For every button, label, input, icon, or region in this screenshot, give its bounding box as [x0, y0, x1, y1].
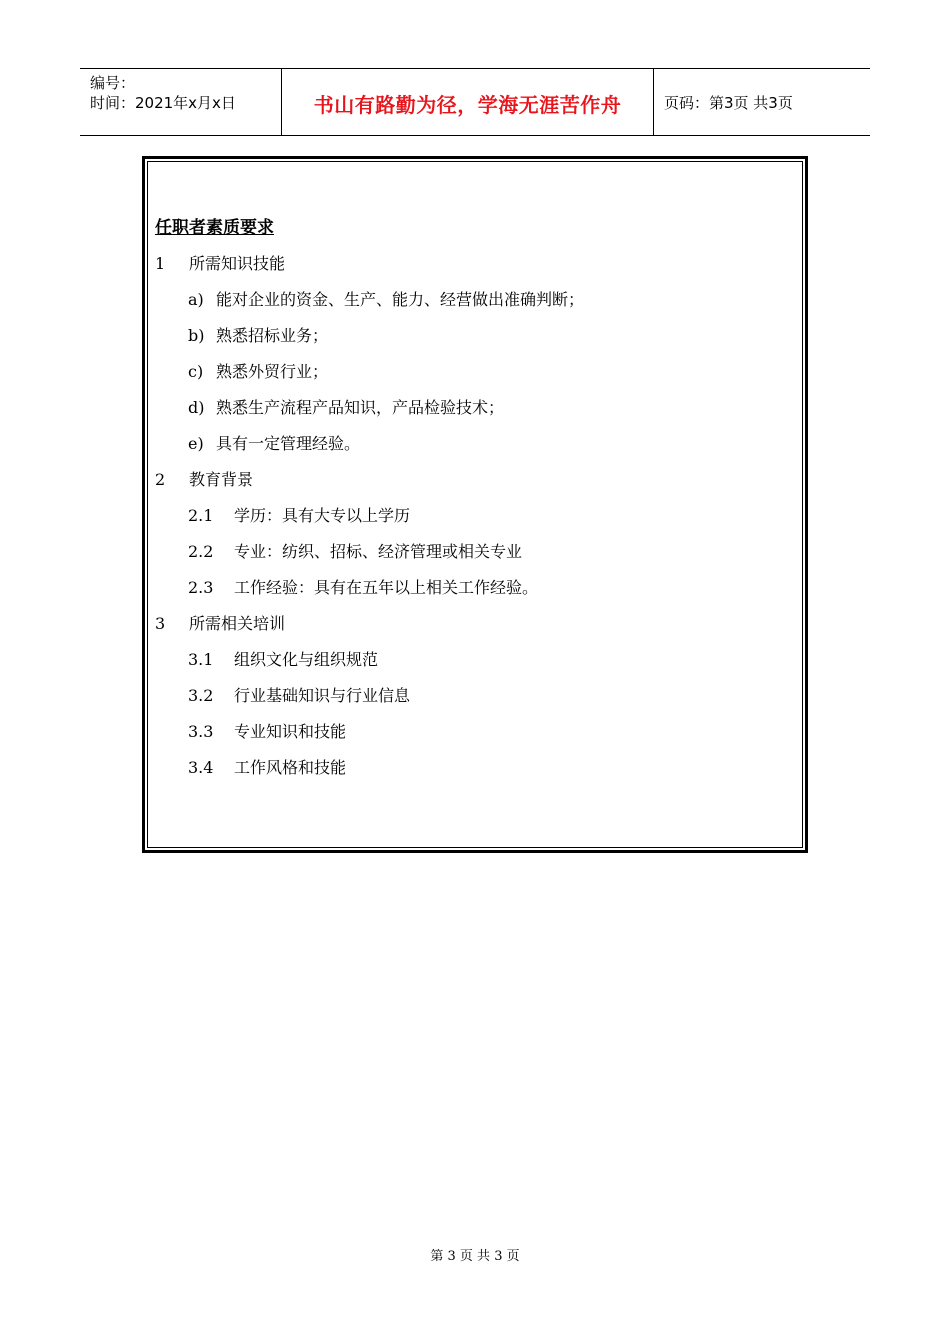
section-label: 所需相关培训 [189, 614, 286, 633]
list-item [155, 282, 795, 318]
item-number: 3.4 [188, 758, 214, 777]
item-text: 能对企业的资金、生产、能力、经营做出准确判断； [216, 290, 585, 309]
item-number: e) [188, 434, 204, 453]
item-text: 专业：纺织、招标、经济管理或相关专业 [234, 542, 523, 561]
header-page-info: 页码：第3页 共3页 [664, 93, 793, 112]
list-item [155, 678, 795, 714]
item-number: a) [188, 290, 204, 309]
list-item [155, 714, 795, 750]
section-heading [155, 606, 795, 642]
item-text: 熟悉生产流程产品知识，产品检验技术； [216, 398, 505, 417]
item-number: 3.3 [188, 722, 214, 741]
section-heading [155, 246, 795, 282]
item-text: 具有一定管理经验。 [216, 434, 361, 453]
item-text: 专业知识和技能 [234, 722, 347, 741]
item-text: 工作风格和技能 [234, 758, 347, 777]
list-item [155, 750, 795, 786]
requirements-content [155, 210, 795, 786]
item-text: 熟悉外贸行业； [216, 362, 329, 381]
section-label: 所需知识技能 [189, 254, 286, 273]
item-text: 学历：具有大专以上学历 [234, 506, 411, 525]
header-left [80, 69, 281, 135]
header-motto: 书山有路勤为径，学海无涯苦作舟 [281, 69, 654, 135]
item-number: 3.1 [188, 650, 214, 669]
section-label: 教育背景 [189, 470, 254, 489]
item-number: d) [188, 398, 205, 417]
section-number: 3 [155, 614, 166, 633]
item-text: 组织文化与组织规范 [234, 650, 379, 669]
list-item [155, 390, 795, 426]
item-number: b) [188, 326, 205, 345]
list-item [155, 642, 795, 678]
list-item [155, 534, 795, 570]
page-header [80, 68, 870, 136]
list-item [155, 318, 795, 354]
list-item [155, 498, 795, 534]
page-footer: 第 3 页 共 3 页 [430, 1249, 520, 1264]
section-number: 2 [155, 470, 166, 489]
item-text: 行业基础知识与行业信息 [234, 686, 411, 705]
item-number: 2.2 [188, 542, 214, 561]
item-text: 熟悉招标业务； [216, 326, 329, 345]
section-title: 任职者素质要求 [155, 218, 274, 238]
item-text: 工作经验：具有在五年以上相关工作经验。 [234, 578, 539, 597]
item-number: c) [188, 362, 204, 381]
list-item [155, 426, 795, 462]
list-item [155, 354, 795, 390]
time-label: 时间：2021年x月x日 [90, 94, 236, 112]
section-number: 1 [155, 254, 166, 273]
item-number: 2.3 [188, 578, 214, 597]
section-heading [155, 462, 795, 498]
list-item [155, 570, 795, 606]
item-number: 2.1 [188, 506, 214, 525]
item-number: 3.2 [188, 686, 214, 705]
number-label: 编号： [90, 74, 136, 92]
